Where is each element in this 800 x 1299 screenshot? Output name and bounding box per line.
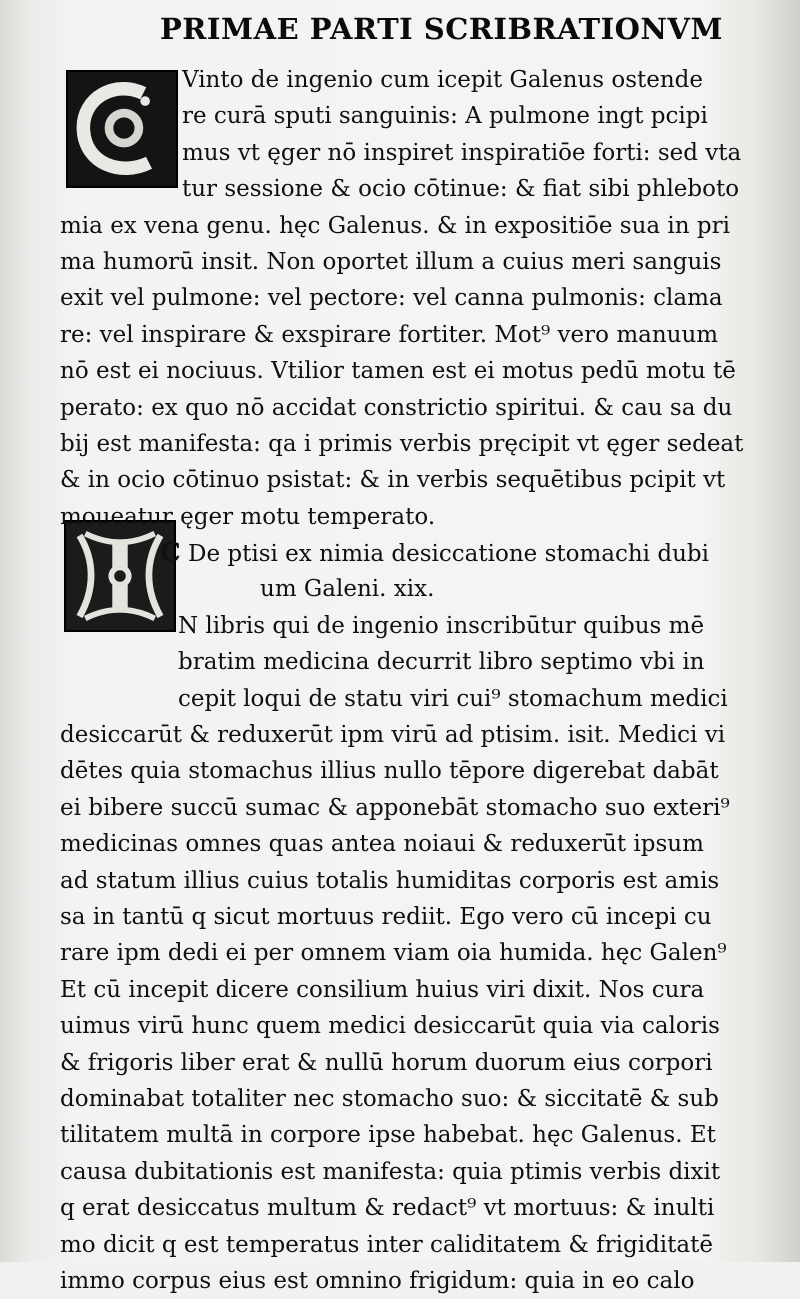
text-line: tur sessione & ocio cōtinue: & fiat sibi phleboto <box>182 176 740 203</box>
text-line: mus vt ęger nō inspiret inspiratiōe forti: sed vta <box>182 139 742 166</box>
text-line: mo dicit q est temperatus inter caliditatem & frigiditatē <box>60 1231 713 1258</box>
text-line: sa in tantū q sicut mortuus rediit. Ego vero cū incepi cu <box>60 903 712 930</box>
text-line: Vinto de ingenio cum icepit Galenus ostende <box>182 67 703 93</box>
text-line: re curā sputi sanguinis: A pulmone ingt pcipi <box>182 103 708 130</box>
text-line: bij est manifesta: qa i primis verbis pręcipit vt ęger sedeat <box>60 430 744 457</box>
text-line: ad statum illius cuius totalis humiditas corporis est amis <box>60 867 720 894</box>
text-line: rare ipm dedi ei per omnem viam oia humida. hęc Galen⁹ <box>60 940 727 967</box>
text-line: re: vel inspirare & exspirare fortiter. Mot⁹ vero manuum <box>60 321 719 348</box>
text-line: desiccarūt & reduxerūt ipm virū ad ptisim. isit. Medici vi <box>60 722 726 749</box>
text-line: perato: ex quo nō accidat constrictio spiritui. & cau sa du <box>60 394 733 421</box>
text-line: uimus virū hunc quem medici desiccarūt quia via caloris <box>60 1013 720 1040</box>
paragraph-mark: C <box>160 538 181 569</box>
text-line: ei bibere succū sumac & apponebāt stomacho suo exteri⁹ <box>60 794 730 821</box>
text-line: mia ex vena genu. hęc Galenus. & in expositiōe sua in pri <box>60 212 730 239</box>
text-line: cepit loqui de statu viri cui⁹ stomachum medici <box>178 685 728 712</box>
text-line: dominabat totaliter nec stomacho suo: & siccitatē & sub <box>60 1085 719 1112</box>
text-line: causa dubitationis est manifesta: quia ptimis verbis dixit <box>60 1158 721 1185</box>
section-heading <box>60 535 740 571</box>
text-line: moueatur ęger motu temperato. <box>60 503 436 530</box>
text-line: & in ocio cōtinuo psistat: & in verbis sequētibus pcipit vt <box>60 467 726 494</box>
text-line: bratim medicina decurrit libro septimo vbi in <box>178 649 705 676</box>
section-heading-text: De ptisi ex nimia desiccatione stomachi dubi <box>188 541 709 568</box>
section-heading-continued: um Galeni. xix. <box>260 576 435 603</box>
text-line: ma humorū insit. Non oportet illum a cuius meri sanguis <box>60 248 722 275</box>
text-line: dētes quia stomachus illius nullo tēpore digerebat dabāt <box>60 758 719 785</box>
text-line: immo corpus eius est omnino frigidum: quia in eo calo <box>60 1267 695 1294</box>
text-line: Et cū incepit dicere consilium huius viri dixit. Nos cura <box>60 976 705 1003</box>
text-line: q erat desiccatus multum & redact⁹ vt mortuus: & inulti <box>60 1195 715 1222</box>
text-line: exit vel pulmone: vel pectore: vel canna pulmonis: clama <box>60 285 723 312</box>
text-line: nō est ei nociuus. Vtilior tamen est ei motus pedū motu tē <box>60 358 736 385</box>
text-line: N libris qui de ingenio inscribūtur quibus mē <box>178 612 705 639</box>
text-line: & frigoris liber erat & nullū horum duorum eius corpori <box>60 1049 713 1076</box>
text-line: medicinas omnes quas antea noiaui & reduxerūt ipsum <box>60 831 704 858</box>
main-text <box>60 62 744 1299</box>
page-header: PRIMAE PARTI SCRIBRATIONVM <box>160 12 724 46</box>
text-line: tilitatem multā in corpore ipse habebat. hęc Galenus. Et <box>60 1122 716 1149</box>
